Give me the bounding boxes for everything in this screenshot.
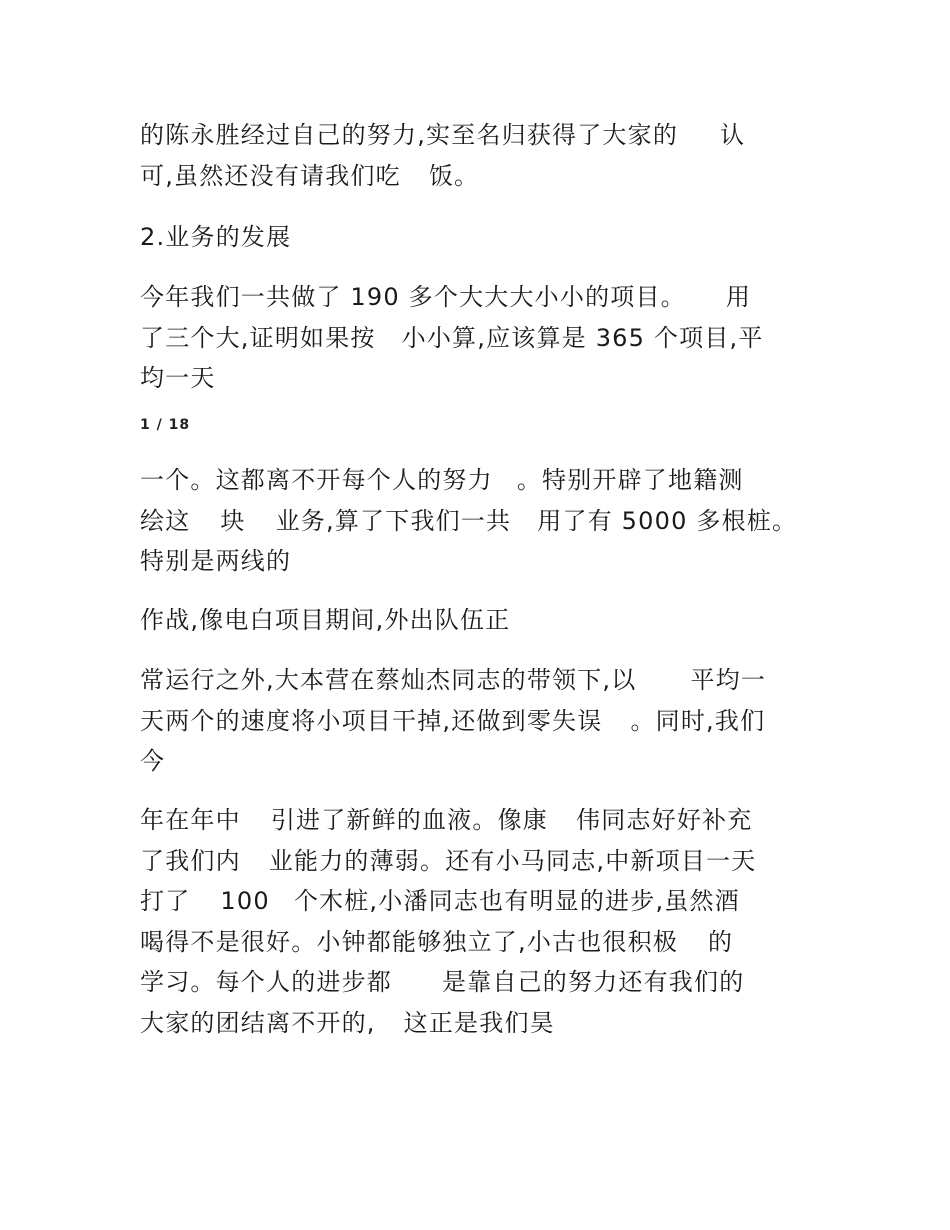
text-run: 学习。每个人的进步都 [140, 968, 392, 996]
text-run: 的陈永胜经过自己的努力,实至名归获得了大家的 [140, 121, 679, 149]
text-run: 大家的团结离不开的, [140, 1008, 376, 1037]
text-line [140, 541, 820, 582]
text-line [140, 962, 820, 1003]
text-run: 个木桩,小潘同志也有明显的进步,虽然酒 [293, 887, 740, 915]
text-run: 打了 [140, 887, 191, 915]
text-run: 用 [725, 283, 752, 311]
text-line [140, 217, 820, 258]
text-line [140, 600, 820, 641]
paragraph-4 [140, 600, 820, 641]
text-line [140, 460, 820, 501]
text-run: 均一天 [140, 364, 216, 392]
text-line [140, 156, 820, 197]
text-run: 作战,像电白项目期间,外出队伍正 [140, 606, 511, 634]
text-run: 今 [140, 747, 166, 775]
text-run: 常运行之外,大本营在蔡灿杰同志的带领下,以 [140, 666, 637, 694]
text-run: 平均一 [690, 666, 767, 694]
text-run: 了我们内 [140, 846, 241, 875]
paragraph-6 [140, 800, 820, 1043]
text-run: 了三个大,证明如果按 [140, 323, 376, 352]
text-run: 喝得不是很好。小钟都能够独立了,小古也很积极 [140, 927, 679, 956]
text-run: 特别是两线的 [140, 547, 292, 575]
text-line [140, 501, 820, 542]
text-run: 认 [720, 121, 746, 149]
text-line [140, 358, 820, 399]
paragraph-3 [140, 460, 820, 582]
text-line [140, 800, 820, 841]
paragraph-2 [140, 277, 820, 399]
page-number: 1 / 18 [140, 417, 191, 433]
text-line [140, 741, 820, 782]
text-run: 100 [220, 887, 270, 915]
heading-text: 2.业务的发展 [140, 223, 292, 251]
text-line [140, 841, 820, 882]
text-run: 可,虽然还没有请我们吃 [140, 161, 401, 190]
section-heading [140, 217, 820, 258]
text-run: 。同时,我们 [630, 706, 766, 735]
text-run: 用了有 5000 多根桩。 [537, 506, 798, 535]
text-run: 这正是我们昊 [403, 1008, 555, 1037]
text-run: 是靠自己的努力还有我们的 [442, 968, 745, 996]
text-line [140, 660, 820, 701]
paragraph-5 [140, 660, 820, 782]
text-line [140, 318, 820, 359]
text-run: 天两个的速度将小项目干掉,还做到零失误 [140, 706, 603, 735]
text-run: 的 [708, 927, 734, 956]
text-line [140, 881, 820, 922]
text-line [140, 277, 820, 318]
text-run: 业务,算了下我们一共 [275, 506, 512, 535]
paragraph-1 [140, 115, 820, 196]
text-line [140, 115, 820, 156]
text-run: 块 [220, 506, 246, 535]
text-run: 绘这 [140, 506, 191, 535]
text-line [140, 922, 820, 963]
text-run: 引进了新鲜的血液。像康 [270, 806, 549, 834]
text-run: 。特别开辟了地籍测 [516, 466, 744, 494]
text-run: 一个。这都离不开每个人的努力 [140, 466, 493, 494]
text-run: 业能力的薄弱。还有小马同志,中新项目一天 [268, 846, 757, 875]
text-run: 今年我们一共做了 190 多个大大大小小的项目。 [140, 283, 686, 311]
text-run: 饭。 [428, 161, 480, 190]
text-run: 小小算,应该算是 365 个项目,平 [401, 323, 764, 352]
text-line [140, 1003, 820, 1044]
text-run: 年在年中 [140, 806, 241, 834]
text-line [140, 701, 820, 742]
text-run: 伟同志好好补充 [576, 806, 753, 834]
